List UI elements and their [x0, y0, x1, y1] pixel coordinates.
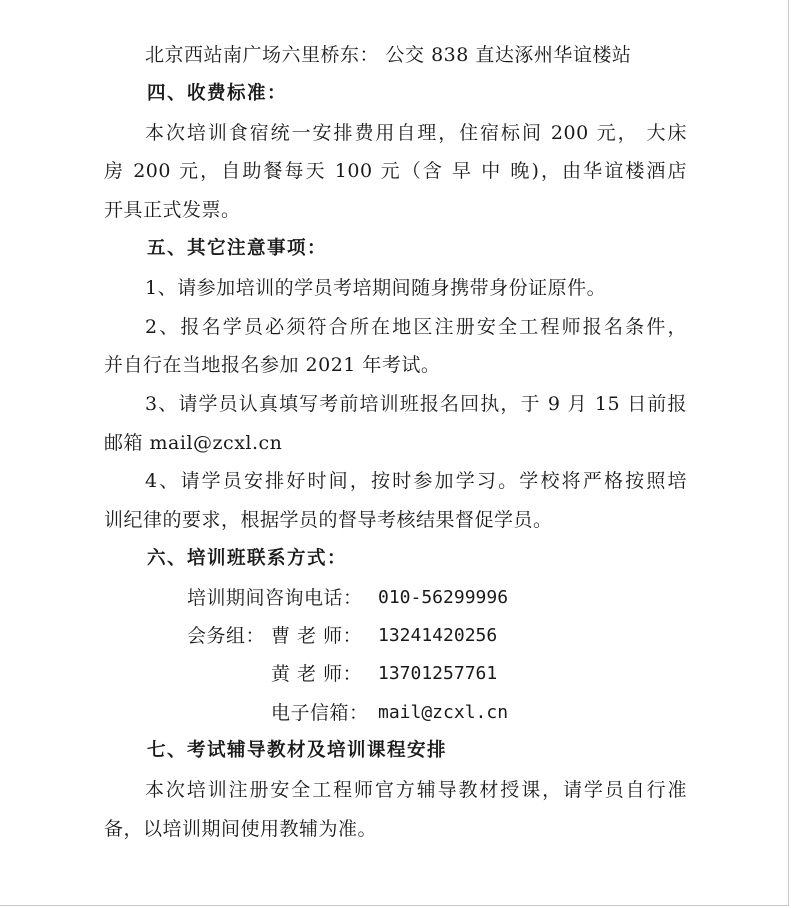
- email-address: mail@zcxl.cn: [378, 702, 509, 723]
- section5-item1: 1、请参加培训的学员考培期间随身携带身份证原件。: [145, 277, 607, 299]
- group-label: 会务组：: [187, 625, 266, 647]
- section6-heading: 六、培训班联系方式：: [147, 548, 348, 569]
- section5-item2-line-2: 并自行在当地报名参加 2021 年考试。: [104, 354, 441, 376]
- section5-item4-line-1: 4、请学员安排好时间，按时参加学习。学校将严格按照培: [145, 470, 687, 492]
- section5-item3-line-1: 3、请学员认真填写考前培训班报名回执，于 9 月 15 日前报: [145, 393, 687, 415]
- section4-heading: 四、收费标准：: [147, 83, 288, 104]
- section5-heading: 五、其它注意事项：: [147, 238, 328, 259]
- section5-item4-line-2: 训纪律的要求，根据学员的督导考核结果督促学员。: [104, 509, 553, 531]
- phone-number: 010-56299996: [378, 587, 509, 608]
- teacher1-label: 曹 老 师：: [271, 625, 363, 647]
- teacher2-label: 黄 老 师：: [271, 663, 363, 685]
- section5-item2-line-1: 2、报名学员必须符合所在地区注册安全工程师报名条件，: [145, 316, 687, 338]
- section5-item3-line-2: 邮箱 mail@zcxl.cn: [104, 432, 283, 454]
- section4-line-2: 房 200 元，自助餐每天 100 元（含 早 中 晚)，由华谊楼酒店: [104, 160, 687, 182]
- teacher1-phone: 13241420256: [378, 625, 498, 646]
- transport-line: 北京西站南广场六里桥东： 公交 838 直达涿州华谊楼站: [145, 44, 632, 66]
- section7-heading: 七、考试辅导教材及培训课程安排: [147, 740, 448, 761]
- section7-line-1: 本次培训注册安全工程师官方辅导教材授课，请学员自行准: [145, 779, 687, 801]
- section7-line-2: 备，以培训期间使用教辅为准。: [104, 818, 378, 840]
- section4-line-1: 本次培训食宿统一安排费用自理，住宿标间 200 元， 大床: [145, 122, 687, 144]
- email-label: 电子信箱：: [271, 702, 369, 724]
- phone-label: 培训期间咨询电话：: [187, 587, 363, 609]
- section4-line-3: 开具正式发票。: [104, 199, 241, 221]
- teacher2-phone: 13701257761: [378, 663, 498, 684]
